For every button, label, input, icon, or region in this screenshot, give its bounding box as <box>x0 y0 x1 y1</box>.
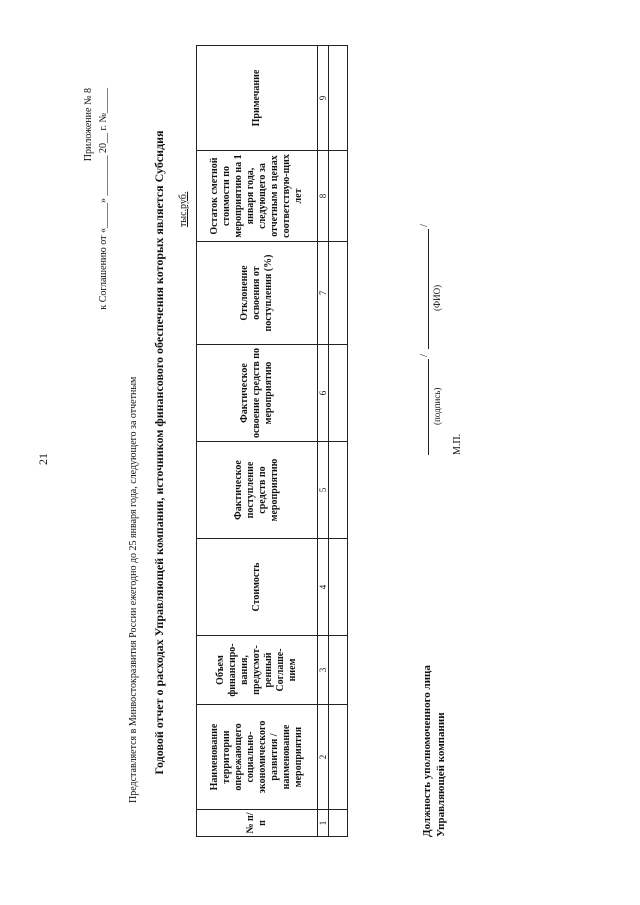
table-cell <box>329 242 348 345</box>
submission-note: Представляется в Минвостокразвития России ежегодно до 25 января года, следующего за отчетным <box>128 376 139 803</box>
table-cell: 5 <box>318 442 329 539</box>
table-blank-row <box>329 46 348 837</box>
table-header-cell: Примечание <box>197 46 318 151</box>
unit-label: тыс.руб. <box>178 191 189 227</box>
table-header-cell: Наименование территории опережающего социально-экономического развития / наименование мероприятия <box>197 705 318 810</box>
table-header-cell: Объем финансиро-вания, предусмот-ренный Соглаше-нием <box>197 636 318 705</box>
table-cell <box>329 345 348 442</box>
table-header-cell: Стоимость <box>197 539 318 636</box>
signatory-block <box>420 665 449 837</box>
appendix-header <box>82 88 111 310</box>
table-cell <box>329 705 348 810</box>
table-cell: 7 <box>318 242 329 345</box>
report-table <box>196 45 348 837</box>
table-number-row <box>318 46 329 837</box>
appendix-agreement: к Соглашению от «_____» ________ 20__ г. №_____ <box>97 88 109 310</box>
table-cell <box>329 442 348 539</box>
fio-caption: (ФИО) <box>432 284 442 311</box>
table-cell: 4 <box>318 539 329 636</box>
signature-lines <box>418 195 478 455</box>
table-cell: 1 <box>318 810 329 837</box>
table-header-cell: № п/п <box>197 810 318 837</box>
table-cell <box>329 539 348 636</box>
signature-line <box>428 359 429 455</box>
table-cell: 3 <box>318 636 329 705</box>
signatory-position: Должность уполномоченного лица <box>421 665 433 837</box>
separator: / <box>418 223 430 227</box>
page-number: 21 <box>36 453 50 465</box>
table-cell: 9 <box>318 46 329 151</box>
table-cell <box>329 636 348 705</box>
table-header-cell: Фактическое освоение средств по мероприятию <box>197 345 318 442</box>
table-cell: 8 <box>318 151 329 242</box>
stamp-place: М.П. <box>452 433 463 455</box>
fio-line <box>428 229 429 349</box>
table-header-cell: Отклонение освоения от поступления (%) <box>197 242 318 345</box>
signature-caption: (подпись) <box>432 387 442 425</box>
table-cell <box>329 46 348 151</box>
table-cell <box>329 810 348 837</box>
appendix-number: Приложение № 8 <box>83 88 94 162</box>
signatory-company: Управляющей компании <box>435 712 448 837</box>
table-header-cell: Фактическое поступление средств по мероприятию <box>197 442 318 539</box>
table-header-row <box>197 46 318 837</box>
table-cell: 6 <box>318 345 329 442</box>
table-cell: 2 <box>318 705 329 810</box>
report-title: Годовой отчет о расходах Управляющей компании, источником финансового обеспечения которых является Субсидия <box>152 130 166 775</box>
table-header-cell: Остаток сметной стоимости по мероприятию на 1 января года, следующего за отчетным в ценах соответствую-щих лет <box>197 151 318 242</box>
separator: / <box>418 353 430 357</box>
table-cell <box>329 151 348 242</box>
